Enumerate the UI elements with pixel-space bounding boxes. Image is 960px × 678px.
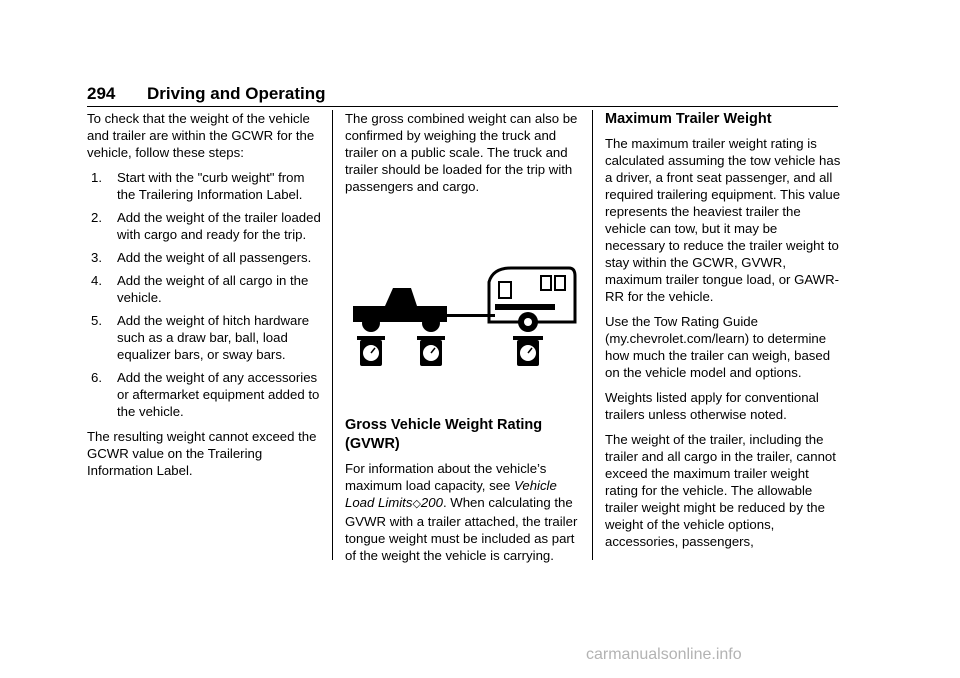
list-item [87,209,323,243]
paragraph: Weights listed apply for conventional trailers unless otherwise noted. [605,390,819,422]
list-item [87,369,323,420]
truck-rear-wheel-icon [422,314,440,332]
vehicle-load-limits-link[interactable]: Vehicle Load Limits [345,478,557,510]
step-text: Add the weight of all cargo in the vehicle. [117,273,309,305]
truck-trailer-scale-illustration [345,262,581,380]
step-text: Add the weight of any accessories or aftermarket equipment added to the vehicle. [117,370,320,419]
scale-icon [513,336,543,366]
page-header [87,84,838,107]
list-item [87,272,323,306]
list-item [87,249,323,266]
gvwr-text-post: . When calculating the GVWR with a trailer attached, the trailer tongue weight must be included as part of the weight the vehicle is carrying. [345,495,578,563]
column-3 [605,110,841,558]
step-text: Add the weight of hitch hardware such as a draw bar, ball, load equalizer bars, or sway bars. [117,313,310,362]
steps-list [87,169,323,420]
paragraph: The weight of the trailer, including the trailer and all cargo in the trailer, cannot exceed the maximum trailer weight rating for the vehicle. The allowable trailer weight might be reduced by the weight of the vehicle options, accessories, passengers, [605,432,836,549]
step-text: Add the weight of all passengers. [117,250,312,265]
list-item [87,312,323,363]
step-number: 3. [91,250,102,265]
step-number: 2. [91,210,102,225]
paragraph: Use the Tow Rating Guide (my.chevrolet.com/learn) to determine how much the trailer can weigh, based on the vehicle model and options. [605,314,831,380]
gvwr-heading: Gross Vehicle Weight Rating (GVWR) [345,417,543,452]
column-divider [332,110,333,560]
gvwr-section [345,416,581,572]
column-2 [345,110,581,203]
scale-icon [357,336,385,366]
list-item [87,169,323,203]
scale-icon [417,336,445,366]
column-divider [592,110,593,560]
truck-front-wheel-icon [362,314,380,332]
max-trailer-weight-heading: Maximum Trailer Weight [605,111,772,127]
page-number: 294 [87,84,116,103]
intro-paragraph: To check that the weight of the vehicle and trailer are within the GCWR for the vehicle, follow these steps: [87,111,315,160]
section-title: Driving and Operating [147,84,326,103]
page-reference-icon: ◇ [412,498,421,510]
paragraph: The maximum trailer weight rating is calculated assuming the tow vehicle has a driver, a front seat passenger, and all required trailering equipment. This value represents the heaviest trailer the vehicle can tow, but it may be necessary to reduce the trailer weight to stay within the GCWR, GVWR, maximum trailer tongue load, or GAWR-RR for the vehicle. [605,136,841,304]
step-number: 1. [91,170,102,185]
step-number: 4. [91,273,102,288]
scale-paragraph: The gross combined weight can also be confirmed by weighing the truck and trailer on a public scale. The truck and trailer should be loaded for the trip with passengers and cargo. [345,111,578,194]
step-text: Start with the "curb weight" from the Trailering Information Label. [117,170,305,202]
gvwr-text-pre: For information about the vehicle’s maximum load capacity, see [345,461,547,493]
page-reference-number[interactable]: 200 [420,495,443,510]
step-number: 5. [91,313,102,328]
step-number: 6. [91,370,102,385]
watermark: carmanualsonline.info [586,646,742,663]
closing-paragraph: The resulting weight cannot exceed the GCWR value on the Trailering Information Label. [87,429,317,478]
column-1 [87,110,323,487]
gvwr-paragraph [345,460,581,564]
step-text: Add the weight of the trailer loaded with cargo and ready for the trip. [117,210,321,242]
